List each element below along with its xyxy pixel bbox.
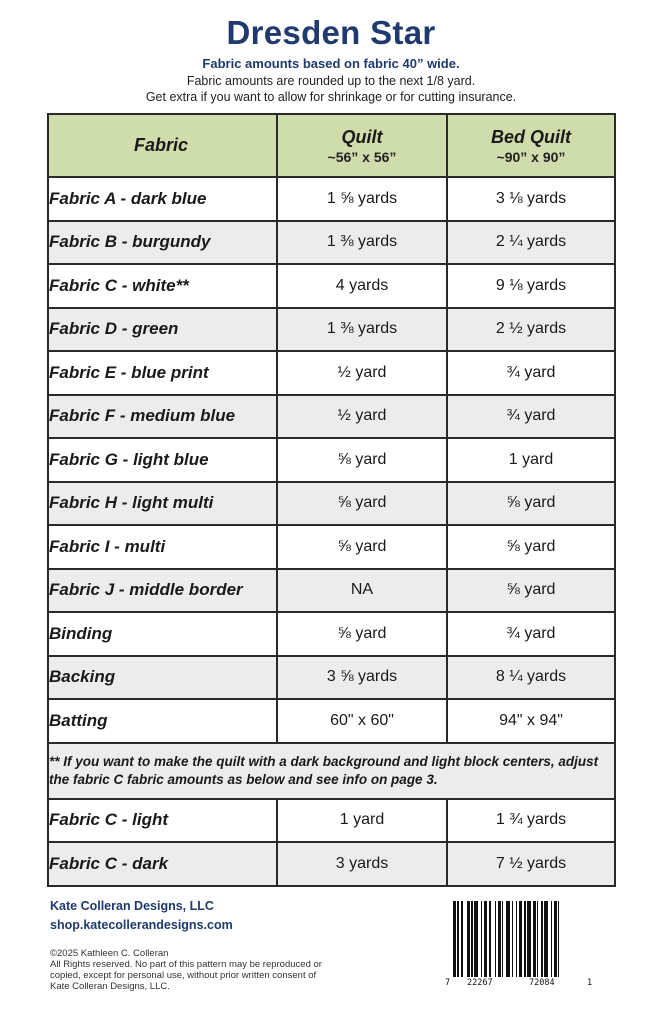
- barcode-bar: [506, 901, 510, 977]
- barcode-bar: [533, 901, 536, 977]
- barcode-bar: [537, 901, 538, 977]
- header-bed-quilt: [447, 114, 615, 177]
- copyright-notice: [50, 948, 330, 992]
- fabric-name: Fabric I - multi: [48, 525, 277, 569]
- quilt-amount: 1 ⅜ yards: [277, 308, 447, 352]
- barcode-bar: [527, 901, 531, 977]
- barcode-bar: [484, 901, 487, 977]
- header-quilt: [277, 114, 447, 177]
- barcode-bar: [512, 901, 513, 977]
- barcode-bar: [516, 901, 517, 977]
- quilt-amount: ⅝ yard: [277, 482, 447, 526]
- bed-quilt-amount: 94" x 94": [447, 699, 615, 743]
- company-name: Kate Colleran Designs, LLC: [50, 899, 214, 913]
- header-bed-quilt-size: ~90” x 90”: [496, 148, 566, 165]
- barcode-bar: [457, 901, 458, 977]
- quilt-amount: NA: [277, 569, 447, 613]
- fabric-name: Fabric A - dark blue: [48, 177, 277, 221]
- page-title: Dresden Star: [226, 14, 436, 51]
- quilt-amount: ⅝ yard: [277, 612, 447, 656]
- fabric-name: Fabric F - medium blue: [48, 395, 277, 439]
- bed-quilt-amount: 1 yard: [447, 438, 615, 482]
- fabric-name: Fabric C - white**: [48, 264, 277, 308]
- dark-background-note: ** If you want to make the quilt with a dark background and light block centers, adjust the fabric C fabric amounts as below and see info on page 3.: [48, 743, 615, 799]
- barcode-group-left: 22267: [467, 978, 493, 988]
- barcode-bar: [502, 901, 503, 977]
- table-row: [48, 177, 615, 221]
- table-row: [48, 525, 615, 569]
- table-row: [48, 264, 615, 308]
- bed-quilt-amount: ¾ yard: [447, 612, 615, 656]
- barcode-digit-last: 1: [587, 978, 593, 988]
- table-row: [48, 699, 615, 743]
- bed-quilt-amount: 9 ⅛ yards: [447, 264, 615, 308]
- barcode-bar: [551, 901, 552, 977]
- fabric-name: Fabric C - light: [48, 799, 277, 843]
- quilt-amount: 3 yards: [277, 842, 447, 886]
- table-row: [48, 569, 615, 613]
- fabric-name: Fabric C - dark: [48, 842, 277, 886]
- bed-quilt-amount: ⅝ yard: [447, 482, 615, 526]
- barcode-bar: [461, 901, 462, 977]
- table-row: [48, 482, 615, 526]
- fabric-name: Fabric G - light blue: [48, 438, 277, 482]
- header-quilt-label: Quilt: [341, 126, 383, 147]
- bed-quilt-amount: ¾ yard: [447, 351, 615, 395]
- rights-reserved-text: All Rights reserved. No part of this pattern may be reproduced or copied, except for personal use, without prior written consent of Kate Colleran Designs, LLC.: [50, 959, 322, 992]
- table-row: [48, 308, 615, 352]
- quilt-amount: 1 ⅜ yards: [277, 221, 447, 265]
- fabric-name: Fabric D - green: [48, 308, 277, 352]
- fabric-name: Batting: [48, 699, 277, 743]
- fabric-name: Fabric E - blue print: [48, 351, 277, 395]
- quilt-amount: ½ yard: [277, 351, 447, 395]
- quilt-amount: ⅝ yard: [277, 438, 447, 482]
- barcode-bar: [453, 901, 456, 977]
- fabric-width-subtitle: Fabric amounts based on fabric 40” wide.: [202, 56, 460, 71]
- barcode-bar: [471, 901, 472, 977]
- barcode-bar: [498, 901, 501, 977]
- quilt-amount: 3 ⅝ yards: [277, 656, 447, 700]
- barcode-bar: [467, 901, 470, 977]
- fabric-name: Backing: [48, 656, 277, 700]
- bed-quilt-amount: 1 ¾ yards: [447, 799, 615, 843]
- quilt-amount: 1 yard: [277, 799, 447, 843]
- barcode-bar: [558, 901, 559, 977]
- fabric-requirements-table: [47, 113, 616, 887]
- header-bed-quilt-label: Bed Quilt: [491, 126, 571, 147]
- header-fabric: [48, 114, 277, 177]
- quilt-amount: ½ yard: [277, 395, 447, 439]
- rounding-note: Fabric amounts are rounded up to the next 1/8 yard.: [186, 74, 476, 88]
- bed-quilt-amount: ⅝ yard: [447, 569, 615, 613]
- fabric-name: Binding: [48, 612, 277, 656]
- table-row: [48, 799, 615, 843]
- copyright-line: ©2025 Kathleen C. Colleran: [50, 948, 169, 959]
- barcode-bar: [524, 901, 525, 977]
- upc-barcode: [445, 895, 595, 995]
- bed-quilt-amount: ¾ yard: [447, 395, 615, 439]
- quilt-amount: 60" x 60": [277, 699, 447, 743]
- bed-quilt-amount: 2 ½ yards: [447, 308, 615, 352]
- alt-note-row: [48, 743, 615, 799]
- fabric-name: Fabric H - light multi: [48, 482, 277, 526]
- bed-quilt-amount: 3 ⅛ yards: [447, 177, 615, 221]
- table-row: [48, 221, 615, 265]
- barcode-bar: [541, 901, 542, 977]
- table-row: [48, 438, 615, 482]
- header-quilt-size: ~56” x 56”: [327, 148, 397, 165]
- fabric-name: Fabric J - middle border: [48, 569, 277, 613]
- quilt-amount: 1 ⅝ yards: [277, 177, 447, 221]
- bed-quilt-amount: 8 ¼ yards: [447, 656, 615, 700]
- barcode-bar: [544, 901, 548, 977]
- barcode-bars: [453, 901, 593, 977]
- barcode-digit-first: 7: [445, 978, 451, 988]
- shop-url-link[interactable]: shop.katecollerandesigns.com: [50, 918, 233, 932]
- barcode-bar: [474, 901, 478, 977]
- table-header-row: [48, 114, 615, 177]
- fabric-name: Fabric B - burgundy: [48, 221, 277, 265]
- barcode-bar: [554, 901, 557, 977]
- barcode-bar: [519, 901, 522, 977]
- quilt-amount: 4 yards: [277, 264, 447, 308]
- extra-fabric-note: Get extra if you want to allow for shrinkage or for cutting insurance.: [145, 90, 517, 104]
- table-row: [48, 351, 615, 395]
- table-row: [48, 842, 615, 886]
- bed-quilt-amount: ⅝ yard: [447, 525, 615, 569]
- header-fabric-label: Fabric: [134, 135, 189, 155]
- table-row: [48, 612, 615, 656]
- barcode-bar: [489, 901, 490, 977]
- table-row: [48, 656, 615, 700]
- barcode-bar: [495, 901, 496, 977]
- bed-quilt-amount: 7 ½ yards: [447, 842, 615, 886]
- barcode-group-right: 72084: [529, 978, 555, 988]
- bed-quilt-amount: 2 ¼ yards: [447, 221, 615, 265]
- barcode-bar: [481, 901, 482, 977]
- quilt-amount: ⅝ yard: [277, 525, 447, 569]
- table-row: [48, 395, 615, 439]
